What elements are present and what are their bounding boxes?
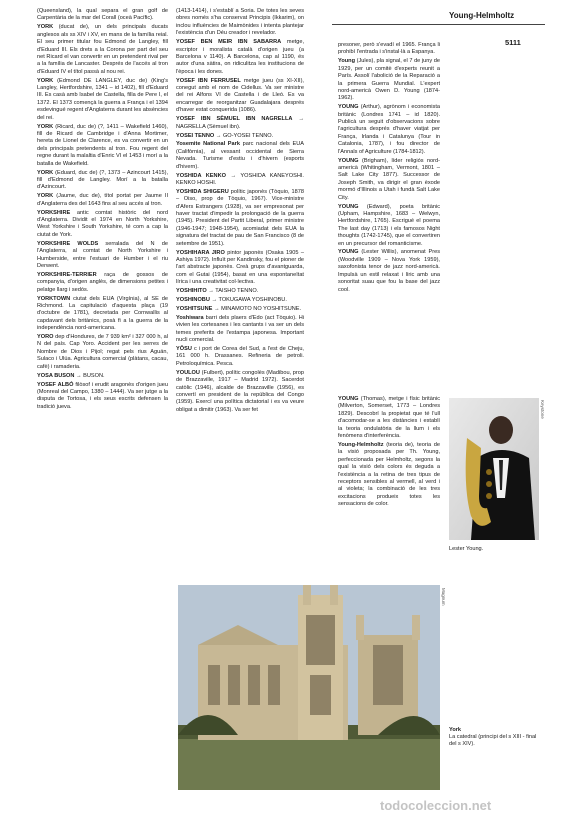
entry xyxy=(176,141,304,171)
entry xyxy=(176,346,304,368)
page-number: 5111 xyxy=(505,38,521,47)
entry-text: (Edward), poeta britànic (Upham, Hampshire, 1683 – Welwyn, Hertfordshire, 1765). Escrigué el poema The last day (1713) i els famosos Night thoughts (1742-1745), que el convertiren en un precursor del romanticisme. xyxy=(338,203,440,247)
entry xyxy=(176,306,304,313)
entry xyxy=(37,78,168,122)
entry-headword: YOSHIHARA JIRO xyxy=(176,249,225,256)
entry xyxy=(176,297,304,304)
entry-text: c i port de Corea del Sud, a l'est de Cheju, 161 000 h. Drassanes. Refineria de petroli. Petroloquímica. Pesca. xyxy=(176,345,304,367)
entry-headword: YORO xyxy=(37,334,54,341)
column-1 xyxy=(37,8,168,790)
entry-text: parc nacional dels EUA (Califòrnia), al vessant occidental de Sierra Nevada. Turisme d'estiu i d'hivern (esports d'hivern). xyxy=(176,141,304,170)
cathedral-photo xyxy=(178,585,440,790)
entry-text: → GO-YOSEI TENNO. xyxy=(215,132,274,139)
entry-headword: YOSEF BEN MEIR IBN SABARRA xyxy=(176,39,282,46)
entry-text: serralada del N de l'Anglaterra, al comtat de North Yorkshire i Humberside, entre l'estuari de Humber i el riu Derwent. xyxy=(37,240,168,269)
entry-headword: YOSEI TENNO xyxy=(176,132,215,139)
entry xyxy=(176,133,304,140)
entry-text: metge, escriptor i moralista català d'origen jueu (a Barcelona v 1140). A Barcelona, cap al 1190, és autor d'una sàtira, on ridiculitza les institucions de l'època i les dones. xyxy=(176,39,304,75)
entry-headword: YOSHIDA KENKO xyxy=(176,172,226,179)
entry-text: (Thomas), metge i físic britànic (Milverton, Somerset, 1773 – Londres 1829). Descobrí la propietat que té l'ull d'acomodar-se a les distàncies i establí la teoria ondulatòria de la llum i els fenòmens d'interferència. xyxy=(338,396,440,440)
entry xyxy=(37,382,168,412)
entry-headword: YORK xyxy=(37,77,54,84)
saxophonist-illustration xyxy=(449,398,539,540)
entry-headword: YORK xyxy=(37,24,54,31)
entry-text: metge jueu (ss XI-XII), conegut amb el nom de Cidellus. Va ser ministre del rei Alfons VI de Castella i de Lleó. Es va encarregar de reorganitzar Guadalajara després d'haver estat conquerida (1086). xyxy=(176,77,304,114)
entry-headword: YOSHIHITO xyxy=(176,288,207,295)
entry xyxy=(37,170,168,192)
entry xyxy=(37,24,168,76)
entry xyxy=(338,396,440,440)
entry xyxy=(176,189,304,248)
entry-headword: Yoshiwara xyxy=(176,314,204,321)
watermark: todocoleccion.net xyxy=(380,798,492,813)
cathedral-caption-title: York xyxy=(449,727,462,733)
entry xyxy=(338,58,440,102)
cathedral-illustration xyxy=(178,585,440,790)
entry xyxy=(338,442,440,509)
entry-text: raça de gossos de companyia, d'origen anglès, de dimensions petites i pelatge llarg i sedós. xyxy=(37,271,168,293)
entry xyxy=(37,210,168,240)
entry-headword: YOUNG xyxy=(338,104,359,111)
entry-text: (Ricard, duc de) (?, 1411 – Wakefield 1460), fill de Ricard de Cambridge i d'Anna Mortimer, hereta de Lionel de Clarence, es va convertir en un dels principals pretendents al tron. Fou regent del regne durant la malaltia d'Enric VI el 1453 i morí a la batalla de Wakefield. xyxy=(37,123,168,167)
entry xyxy=(37,193,168,208)
entry xyxy=(37,296,168,333)
entry-headword: Yosemite National Park xyxy=(176,141,240,148)
entry xyxy=(338,249,440,293)
entry xyxy=(176,78,304,115)
entry-text: (Fulbert), polític congolès (Madibou, prop de Brazzaville, 1917 – Madrid 1972). Sacerdot catòlic (1946), alcalde de Brazzaville (1956), es convertí en president de la república del Congo (1959). Exercí una política dictatorial i es va veure obligat a dimitir (1963). Va ser fet xyxy=(176,369,304,413)
photo-credit: Keystone xyxy=(540,400,545,419)
entry-text: → BUSON. xyxy=(75,372,105,379)
entry-headword: YOUNG xyxy=(338,396,359,402)
entry xyxy=(176,250,304,287)
entry xyxy=(37,373,168,380)
entry-headword: YORKSHIRE WOLDS xyxy=(37,240,99,247)
entry-text: filòsof i erudit aragonès d'origen jueu (Monreal del Campo, 1380 – 1444). Va ser jutge a la disputa de Tortosa, i els seus escrits defensen la tradició jueva. xyxy=(37,381,168,410)
entry-headword: YORKSHIRE xyxy=(37,209,71,216)
entry-headword: YOULOU xyxy=(176,369,200,376)
entry xyxy=(338,158,440,202)
entry xyxy=(37,334,168,371)
entry-headword: YOSHIDA SHIGERU xyxy=(176,188,229,195)
entry xyxy=(176,116,304,131)
entry-text: (Eduard, duc de) (?, 1373 – Azincourt 1415), fill d'Edmond de Langley. Morí a la batalla d'Azincourt. xyxy=(37,169,168,191)
entry-headword: YORK xyxy=(37,193,54,200)
page-header-title: Young-Helmholtz xyxy=(449,11,515,20)
entry-text: → TAISHO TENNO. xyxy=(208,288,259,295)
entry-headword: Young-Helmholtz xyxy=(338,441,384,448)
entry-headword: YORKTOWN xyxy=(37,295,71,302)
entry xyxy=(338,204,440,248)
column-3 xyxy=(338,42,440,396)
entry-text: (Brigham), líder religiós nord-americà (Whitingham, Vermont, 1801 – Salt Lake City 1877). Successor de Joseph Smith, va dirigir el gran èxode mormó d'Illinois a Utah i fundà Salt Lake City. xyxy=(338,157,440,201)
entry: (Queensland), la qual separa el gran golf de Carpentària de la mar del Corall (oceà Pacífic). xyxy=(37,8,168,22)
entry-headword: YOUNG xyxy=(338,203,359,210)
entry xyxy=(176,315,304,345)
entry: presoner, però s'evadí el 1965. França li prohibí l'entrada i s'instal·là a Espanya. xyxy=(338,42,440,56)
entry-text: → YOSHIDA KANEYOSHI. KENKO HOSHI. xyxy=(176,172,304,186)
entry-headword: YOSHITSUNE xyxy=(176,305,213,312)
entry-text: dep d'Hondures, de 7 939 km² i 327 000 h, al N del país. Cap Yoro. Accident per les serres de Nombre de Dios i Pijol; regat pels rius Aguán, Sulaco i Ulúa. Agricultura comercial (plàtans, cacau, cafè) i ramaderia. xyxy=(37,334,168,370)
entry-headword: YOSEF IBN FERRUSEL xyxy=(176,77,241,84)
entry-headword: YOUNG xyxy=(338,249,359,256)
header-rule xyxy=(332,24,545,25)
entry-headword: YOSEF ALBÓ xyxy=(37,381,74,388)
entry-text: (teoria de), teoria de la visió proposada per Th. Young, perfeccionada per Helmholtz, segons la qual la visió dels colors és deguda a l'existència a la retina de tres tipus de receptors sensibles al vermell, al verd i al violeta; la combinació de les tres excitacions produeix totes les sensacions de color. xyxy=(338,441,440,508)
entry-headword: YOSA BUSON xyxy=(37,372,75,379)
entry-text: (Arthur), agrònom i economista britànic (Londres 1741 – id 1820). Publicà un seguit d'observacions sobre l'agricultura després d'haver viatjat per França, Irlanda i Catalunya (Tour in Catalonia, 1787), i fou director de l'Annals of Agriculture (1784-1812). xyxy=(338,104,440,155)
entry-text: antic comtat històric del nord d'Anglaterra. Dividit el 1974 en North Yorkshire, West Yorkshire i South Yorkshire, té com a cap la ciutat de York. xyxy=(37,209,168,238)
entry-text: (ducat de), un dels principals ducats anglesos als ss XIV i XV, en mans de la família reial. El seu primer titular fou Edmond de Langley, fill d'Eduard III. Els drets a la Corona per part del seu net Ricard el van convertir en un pretendent rival per a la família de Lancaster. Després de l'accés al tron d'Eduard IV el títol passà al nou rei. xyxy=(37,24,168,75)
entry xyxy=(176,39,304,76)
entry-headword: YORKSHIRE-TERRIER xyxy=(37,271,97,278)
entry xyxy=(37,124,168,168)
entry-headword: YORK xyxy=(37,123,54,130)
entry-headword: YOSHINOBU xyxy=(176,297,210,304)
entry-text: (Jaume, duc de), títol portat per Jaume II d'Anglaterra des del 1643 fins al seu accés al tron. xyxy=(37,193,168,207)
entry-text: (Edmond DE LANGLEY, duc de) (King's Langley, Hertfordshire, 1341 – id 1402), fill d'Eduard III. Es casà amb Isabel de Castella, filla de Pere I, el 1372. El 1373 començà la guerra a França i el 1394 esdevingué regent d'Anglaterra durant les absències del rei. xyxy=(37,77,168,121)
entry xyxy=(37,241,168,271)
entry xyxy=(176,288,304,295)
entry-headword: Young xyxy=(338,58,355,65)
entry-text: barri dels plaers d'Edo (act Tòquio). Hi vivien les cortesanes i les cantants i va ser un dels temes preferits de l'estampa japonesa. Important nucli comercial. xyxy=(176,314,304,344)
entry xyxy=(37,272,168,294)
saxophonist-photo xyxy=(449,398,539,540)
entry-headword: YOSEF IBN SÈMUEL IBN NAGRELLA xyxy=(176,116,293,123)
entry-text: → NAGRELLA (Sèmuel ibn). xyxy=(176,116,304,130)
saxophonist-caption: Lester Young. xyxy=(449,546,484,552)
column-3-continued xyxy=(338,396,440,548)
entry-text: pintor japonès (Osaka 1905 – Ashiya 1972). Influït per Kandinsky, fou el pioner de l'art abstracte japonès. Creà grups d'avantguarda, com el Gutai (1954), basat en una espontaneïtat lírica i una creativitat col·lectiva. xyxy=(176,249,304,286)
entry xyxy=(176,173,304,188)
entry: (1413-1414), i s'establí a Soria. De totes les seves obres només s'ha conservat Principis (Ikkarim), on inclou influències de Maimònides i intenta plantejar l'existència d'un Déu creador i revelador. xyxy=(176,8,304,37)
entry-text: (Jules), pla signal, el 7 de juny de 1929, per un comitè d'experts reunit a París. Assolí l'abolició de la Reparació a la primera Guerra Mundial. L'expert nord-americà Owen D. Young (1874-1962). xyxy=(338,58,440,102)
entry-text: → MINAMOTO NO YOSHITSUNE. xyxy=(213,305,302,312)
entry-headword: YÔSU xyxy=(176,345,192,352)
entry-text: → TOKUGAWA YOSHINOBU. xyxy=(211,297,287,304)
entry-headword: YORK xyxy=(37,169,54,176)
entry xyxy=(338,104,440,156)
cathedral-caption xyxy=(449,727,539,748)
entry-text: (Lester Willis), anomenat Pres (Woodville 1909 – Nova York 1959), saxofonista tenor de jazz nord-americà. Impulsà un estil relaxat i líric amb una sonoritat suau que fou la base del jazz cool. xyxy=(338,249,440,293)
photo-credit: Magnum xyxy=(441,588,446,606)
entry xyxy=(176,370,304,414)
entry-headword: YOUNG xyxy=(338,157,359,164)
entry-text: polític japonès (Tòquio, 1878 – Oiso, prop de Tòquio, 1967). Vice-ministre d'Afers Estrangers (1928), va ser empresonat per haver tractat d'impedir la prolongació de la guerra (1945). President del Partit Liberal, primer ministre (1946-1947; 1948-1954), acomiadat dels EUA la signatura del tractat de pau de San Francisco (8 de setembre de 1951). xyxy=(176,188,304,247)
cathedral-caption-text: La catedral (principi del s XIII - final del s XIV). xyxy=(449,734,537,747)
column-2 xyxy=(176,8,304,580)
entry-text: ciutat dels EUA (Virgínia), al SE de Richmond. La capitulació d'aquesta plaça (19 d'octubre de 1781), decretada per Cornwallis al capdavant dels britànics, posà fi a la guerra de la independència nord-americana. xyxy=(37,295,168,332)
